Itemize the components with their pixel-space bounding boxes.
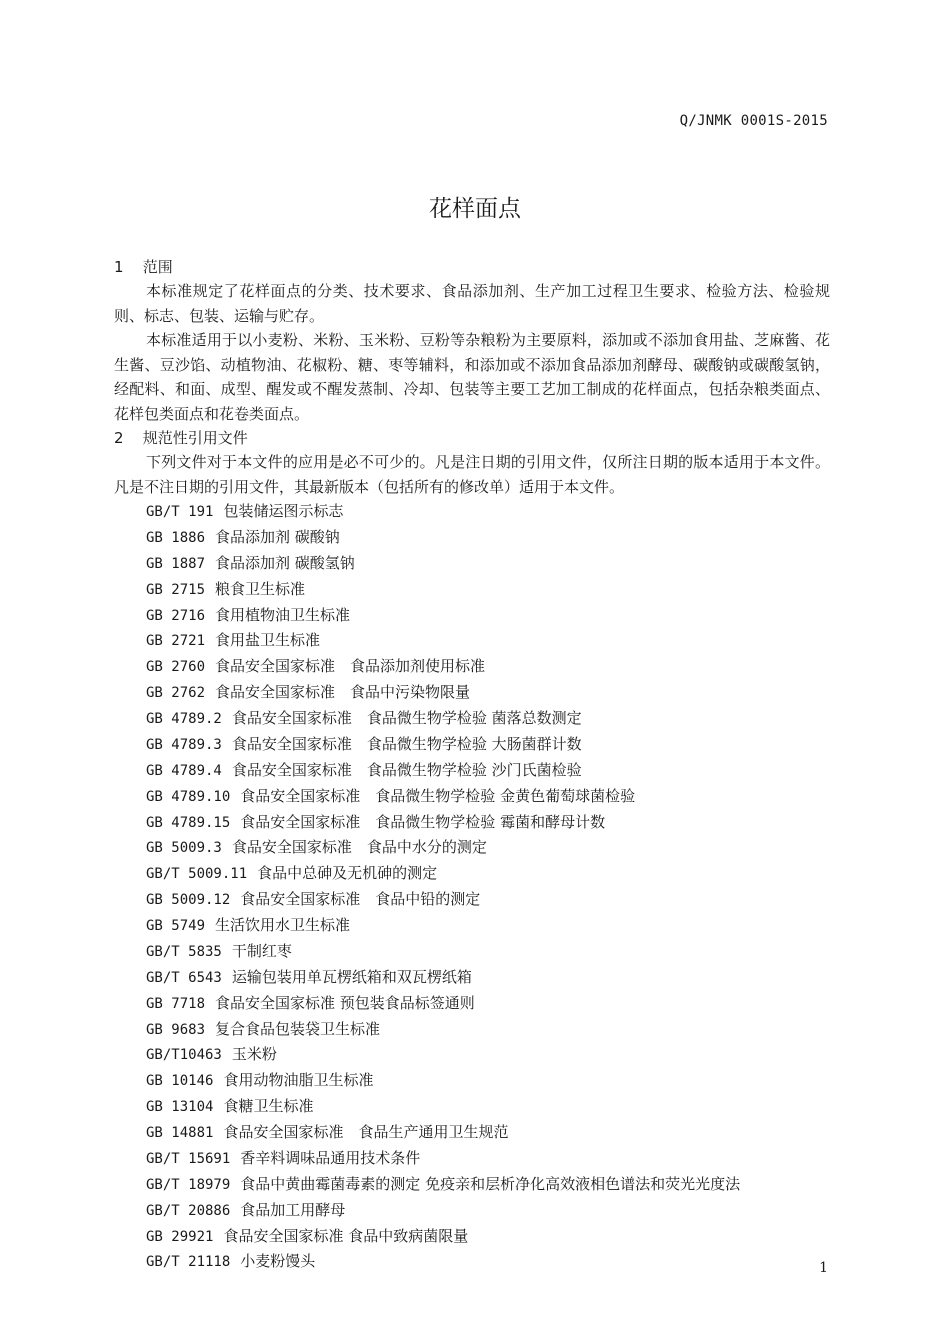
reference-title: 香辛料调味品通用技术条件 [240,1148,421,1167]
reference-code: GB/T 20886 [146,1202,231,1219]
reference-title: 食品安全国家标准 食品中致病菌限量 [223,1226,469,1245]
reference-title: 干制红枣 [231,941,292,960]
reference-item [146,1224,830,1250]
reference-title: 食品中总砷及无机砷的测定 [257,864,438,883]
reference-item [146,577,830,603]
reference-code: GB 7718 [146,995,206,1012]
reference-item [146,1146,830,1172]
reference-item [146,784,830,810]
reference-item [146,1172,830,1198]
reference-item [146,628,830,654]
reference-item [146,1042,830,1068]
reference-code: GB 5749 [146,918,206,934]
reference-title: 食品安全国家标准 食品微生物学检验 菌落总数测定 [231,709,582,727]
section-heading-references [114,426,830,450]
reference-item [146,1094,830,1120]
reference-code: GB 13104 [146,1099,214,1116]
reference-title: 食品安全国家标准 食品添加剂使用标准 [215,657,486,676]
reference-title: 食品中黄曲霉菌毒素的测定 免疫亲和层析净化高效液相色谱法和荧光光度法 [240,1174,741,1193]
reference-item [146,991,830,1017]
reference-title: 食糖卫生标准 [223,1097,314,1116]
reference-item [146,525,830,551]
paragraph: 下列文件对于本文件的应用是必不可少的。凡是注日期的引用文件，仅所注日期的版本适用于本文件。凡是不注日期的引用文件，其最新版本（包括所有的修改单）适用于本文件。 [114,453,830,496]
reference-title: 食用植物油卫生标准 [215,605,351,624]
reference-code: GB/T 191 [146,504,214,520]
section-heading-scope [114,255,830,279]
reference-title: 小麦粉馒头 [240,1252,316,1271]
section-number: 1 [114,258,124,276]
document-body [114,255,830,1275]
reference-title: 食品安全国家标准 食品微生物学检验 大肠菌群计数 [231,734,582,753]
reference-item [146,732,830,758]
reference-item [146,913,830,939]
page-number: 1 [819,1260,828,1276]
reference-code: GB 2762 [146,685,206,702]
reference-item [146,1017,830,1043]
reference-code: GB 10146 [146,1073,214,1090]
reference-code: GB 2716 [146,607,206,624]
reference-code: GB/T 21118 [146,1254,231,1271]
reference-item [146,1198,830,1224]
reference-code: GB/T10463 [146,1047,222,1064]
reference-item [146,680,830,706]
reference-item [146,1120,830,1146]
paragraph: 本标准适用于以小麦粉、米粉、玉米粉、豆粉等杂粮粉为主要原料，添加或不添加食用盐、芝麻酱、花生酱、豆沙馅、动植物油、花椒粉、糖、枣等辅料，和添加或不添加食品添加剂酵母、碳酸钠或碳酸氢钠，经配料、和面、成型、醒发或不醒发蒸制、冷却、包装等主要工艺加工制成的花样面点，包括杂粮类面点、花样包类面点和花卷类面点。 [114,331,830,423]
reference-code: GB 14881 [146,1125,214,1141]
reference-item [146,706,830,732]
reference-title: 包装储运图示标志 [223,502,344,520]
reference-code: GB/T 5009.11 [146,866,248,883]
reference-item [146,499,830,525]
reference-item [146,1068,830,1094]
reference-title: 食品安全国家标准 食品生产通用卫生规范 [223,1123,509,1141]
reference-code: GB 4789.10 [146,788,231,805]
reference-item [146,1249,830,1275]
reference-item [146,835,830,861]
section-title: 规范性引用文件 [142,429,248,447]
reference-code: GB/T 6543 [146,969,222,986]
reference-title: 食用盐卫生标准 [215,631,321,650]
page-title: 花样面点 [429,196,521,222]
reference-code: GB 1887 [146,555,206,572]
reference-title: 食品添加剂 碳酸钠 [215,527,340,546]
reference-code: GB 1886 [146,529,206,546]
reference-code: GB/T 18979 [146,1176,231,1193]
reference-item [146,939,830,965]
paragraph: 本标准规定了花样面点的分类、技术要求、食品添加剂、生产加工过程卫生要求、检验方法、检验规则、标志、包装、运输与贮存。 [114,282,830,325]
reference-code: GB/T 15691 [146,1150,231,1167]
reference-item [146,551,830,577]
reference-item [146,758,830,784]
reference-item [146,603,830,629]
reference-item [146,965,830,991]
reference-code: GB 2715 [146,581,206,598]
reference-code: GB 5009.3 [146,840,222,857]
reference-code: GB 9683 [146,1021,206,1038]
reference-title: 食用动物油脂卫生标准 [223,1071,374,1090]
reference-title: 生活饮用水卫生标准 [215,916,351,934]
section-title: 范围 [142,258,173,276]
reference-title: 玉米粉 [231,1045,277,1064]
reference-code: GB 4789.15 [146,814,231,831]
reference-title: 食品安全国家标准 食品微生物学检验 沙门氏菌检验 [231,760,582,779]
reference-title: 粮食卫生标准 [215,579,306,598]
reference-code: GB 2760 [146,659,206,676]
reference-title: 食品安全国家标准 食品微生物学检验 霉菌和酵母计数 [240,812,606,831]
reference-title: 食品安全国家标准 食品中水分的测定 [231,838,487,857]
reference-list [114,499,830,1275]
reference-code: GB 4789.3 [146,736,222,753]
reference-title: 食品安全国家标准 食品中铅的测定 [240,890,481,909]
reference-code: GB 4789.4 [146,762,222,779]
reference-code: GB 2721 [146,633,206,650]
reference-item [146,810,830,836]
reference-title: 食品添加剂 碳酸氢钠 [215,553,355,572]
reference-title: 食品加工用酵母 [240,1200,346,1219]
reference-code: GB 4789.2 [146,711,222,727]
reference-title: 食品安全国家标准 预包装食品标签通则 [215,993,475,1012]
reference-title: 复合食品包装袋卫生标准 [215,1019,381,1038]
reference-item [146,861,830,887]
reference-code: GB 29921 [146,1228,214,1245]
reference-item [146,887,830,913]
section-number: 2 [114,429,124,447]
reference-item [146,654,830,680]
reference-code: GB/T 5835 [146,943,222,960]
reference-code: GB 5009.12 [146,892,231,909]
document-number: Q/JNMK 0001S-2015 [679,113,828,129]
reference-title: 食品安全国家标准 食品微生物学检验 金黄色葡萄球菌检验 [240,786,636,805]
reference-title: 运输包装用单瓦楞纸箱和双瓦楞纸箱 [231,967,472,986]
reference-title: 食品安全国家标准 食品中污染物限量 [215,683,471,702]
